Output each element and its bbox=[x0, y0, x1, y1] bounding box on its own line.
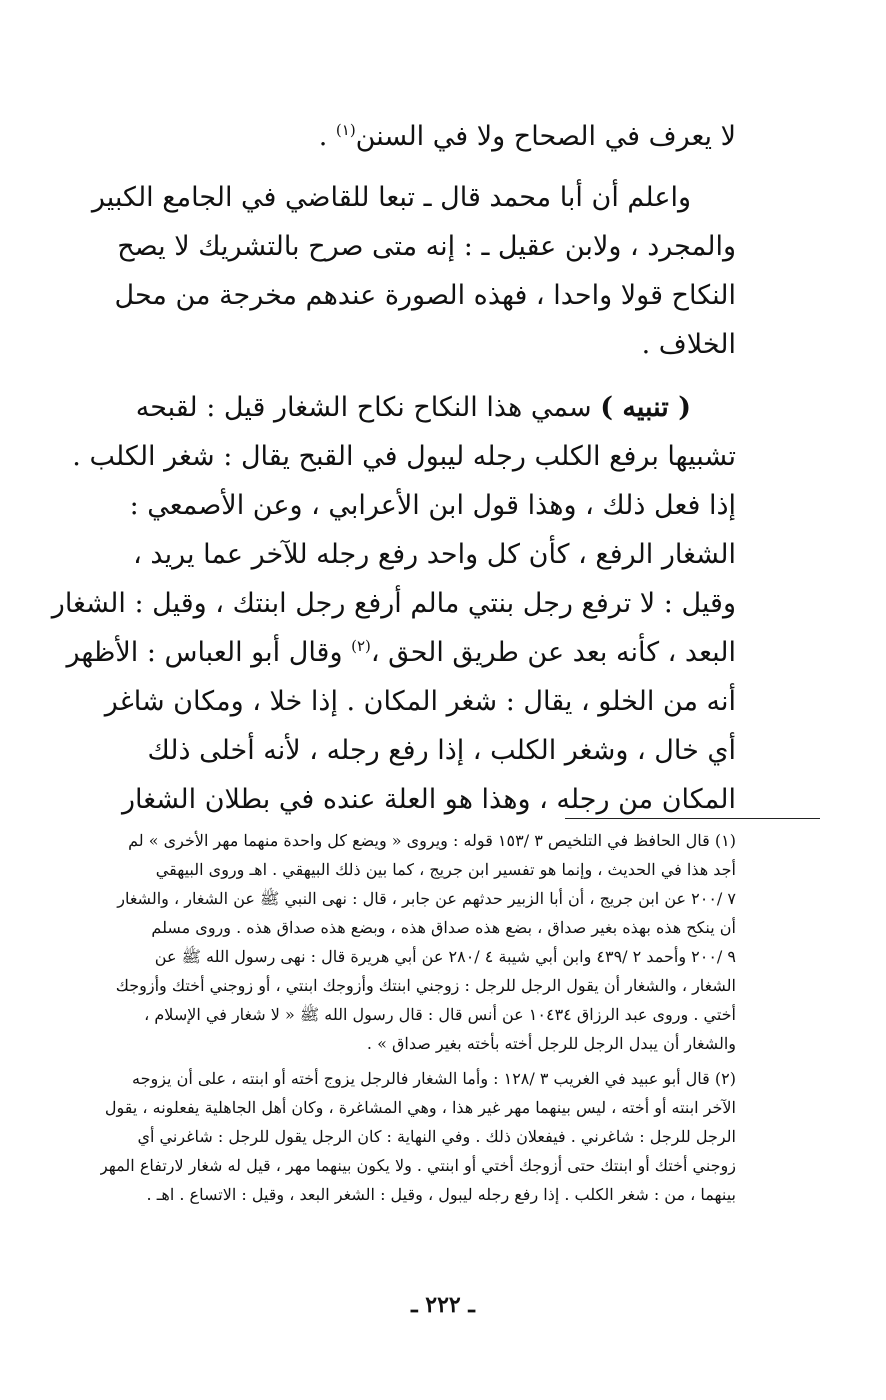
main-text bbox=[51, 112, 736, 824]
text-run: . bbox=[318, 121, 336, 152]
text-line: واعلم أن أبا محمد قال ـ تبعا للقاضي في الجامع الكبير bbox=[91, 182, 691, 213]
text-line: النكاح قولا واحدا ، فهذه الصورة عندهم مخرجة من محل bbox=[114, 280, 736, 311]
footnote-divider bbox=[565, 818, 820, 819]
text-line: أنه من الخلو ، يقال : شغر المكان . إذا خلا ، ومكان شاغر bbox=[104, 686, 736, 717]
footnotes bbox=[100, 826, 736, 1209]
footnote-2 bbox=[100, 1064, 736, 1209]
footnote-line: أختي . وروى عبد الرزاق ١٠٤٣٤ عن أنس قال : قال رسول الله ﷺ « لا شغار في الإسلام ، bbox=[144, 1005, 736, 1024]
footnote-line: الرجل للرجل : شاغرني . فيفعلان ذلك . وفي النهاية : كان الرجل يقول للرجل : شاغرني أي bbox=[137, 1127, 736, 1146]
text-line: أي خال ، وشغر الكلب ، إذا رفع رجله ، لأنه أخلى ذلك bbox=[147, 735, 736, 766]
text-line: إذا فعل ذلك ، وهذا قول ابن الأعرابي ، وعن الأصمعي : bbox=[129, 490, 736, 521]
footnote-line: ٧ /٢٠٠ عن ابن جريج ، أن أبا الزبير حدثهم عن جابر ، قال : نهى النبي ﷺ عن الشغار ، والشغار bbox=[117, 889, 736, 908]
note-label: ( تنبيه ) bbox=[600, 392, 691, 423]
footnote-line: بينهما ، من : شغر الكلب . إذا رفع رجله ليبول ، وقيل : الشغر البعد ، وقيل : الاتساع . اهـ . bbox=[146, 1185, 736, 1204]
text-run: البعد ، كأنه بعد عن طريق الحق ، bbox=[370, 637, 736, 668]
footnote-marker: (٢) bbox=[351, 637, 371, 655]
text-run: وقال أبو العباس : الأظهر bbox=[66, 637, 352, 668]
footnote-line: (٢) قال أبو عبيد في الغريب ٣ /١٢٨ : وأما الشغار فالرجل يزوج أخته أو ابنته ، على أن يزوجه bbox=[132, 1069, 736, 1088]
text-line: الشغار الرفع ، كأن كل واحد رفع رجله للآخر عما يريد ، bbox=[133, 539, 736, 570]
footnote-1 bbox=[100, 826, 736, 1058]
footnote-line: أجد هذا في الحديث ، وإنما هو تفسير ابن جريج ، كما بين ذلك البيهقي . اهـ وروى البيهقي bbox=[155, 860, 736, 879]
paragraph-1 bbox=[100, 112, 736, 161]
text-line bbox=[100, 383, 736, 432]
footnote-line: والشغار أن يبدل الرجل للرجل أخته بأخته بغير صداق » . bbox=[366, 1034, 736, 1053]
text-line: الخلاف . bbox=[641, 329, 736, 360]
text-line: والمجرد ، ولابن عقيل ـ : إنه متى صرح بالتشريك لا يصح bbox=[117, 231, 736, 262]
text-line: وقيل : لا ترفع رجل بنتي مالم أرفع رجل ابنتك ، وقيل : الشغار bbox=[51, 588, 736, 619]
text-line bbox=[100, 112, 736, 161]
paragraph-2 bbox=[91, 173, 736, 369]
paragraph-3 bbox=[51, 383, 736, 824]
footnote-line: الشغار ، والشغار أن يقول الرجل للرجل : زوجني ابنتك وأزوجك ابنتي ، أو زوجني أختك وأزوجك bbox=[115, 976, 736, 995]
footnote-line: الآخر ابنته أو أخته ، ليس بينهما مهر غير هذا ، وهي المشاغرة ، وكان أهل الجاهلية يفعلونه ، يقول bbox=[104, 1098, 736, 1117]
footnote-line: (١) قال الحافظ في التلخيص ٣ /١٥٣ قوله : ويروى « ويضع كل واحدة منهما مهر الأخرى » لم bbox=[128, 831, 736, 850]
text-line: تشبيها برفع الكلب رجله ليبول في القبح يقال : شغر الكلب . bbox=[72, 441, 736, 472]
footnote-marker: (١) bbox=[335, 121, 356, 139]
text-run: سمي هذا النكاح نكاح الشغار قيل : لقبحه bbox=[135, 392, 601, 423]
footnote-line: ٩ /٢٠٠ وأحمد ٢ /٤٣٩ وابن أبي شيبة ٤ /٢٨٠ عن أبي هريرة قال : نهى رسول الله ﷺ عن bbox=[154, 947, 736, 966]
text-line bbox=[66, 628, 736, 677]
footnote-line: زوجني أختك أو ابنتك حتى أزوجك أختي أو ابنتي . ولا يكون بينهما مهر ، قيل له شغار لارتفاع المهر bbox=[100, 1156, 736, 1175]
text-run: لا يعرف في الصحاح ولا في السنن bbox=[355, 121, 736, 152]
text-line: المكان من رجله ، وهذا هو العلة عنده في بطلان الشغار bbox=[122, 784, 736, 815]
footnote-line: أن ينكح هذه بهذه بغير صداق ، بضع هذه صداق هذه ، وبضع هذه صداق هذه . وروى مسلم bbox=[151, 918, 736, 937]
page-number: ـ ٢٢٢ ـ bbox=[411, 1292, 475, 1318]
